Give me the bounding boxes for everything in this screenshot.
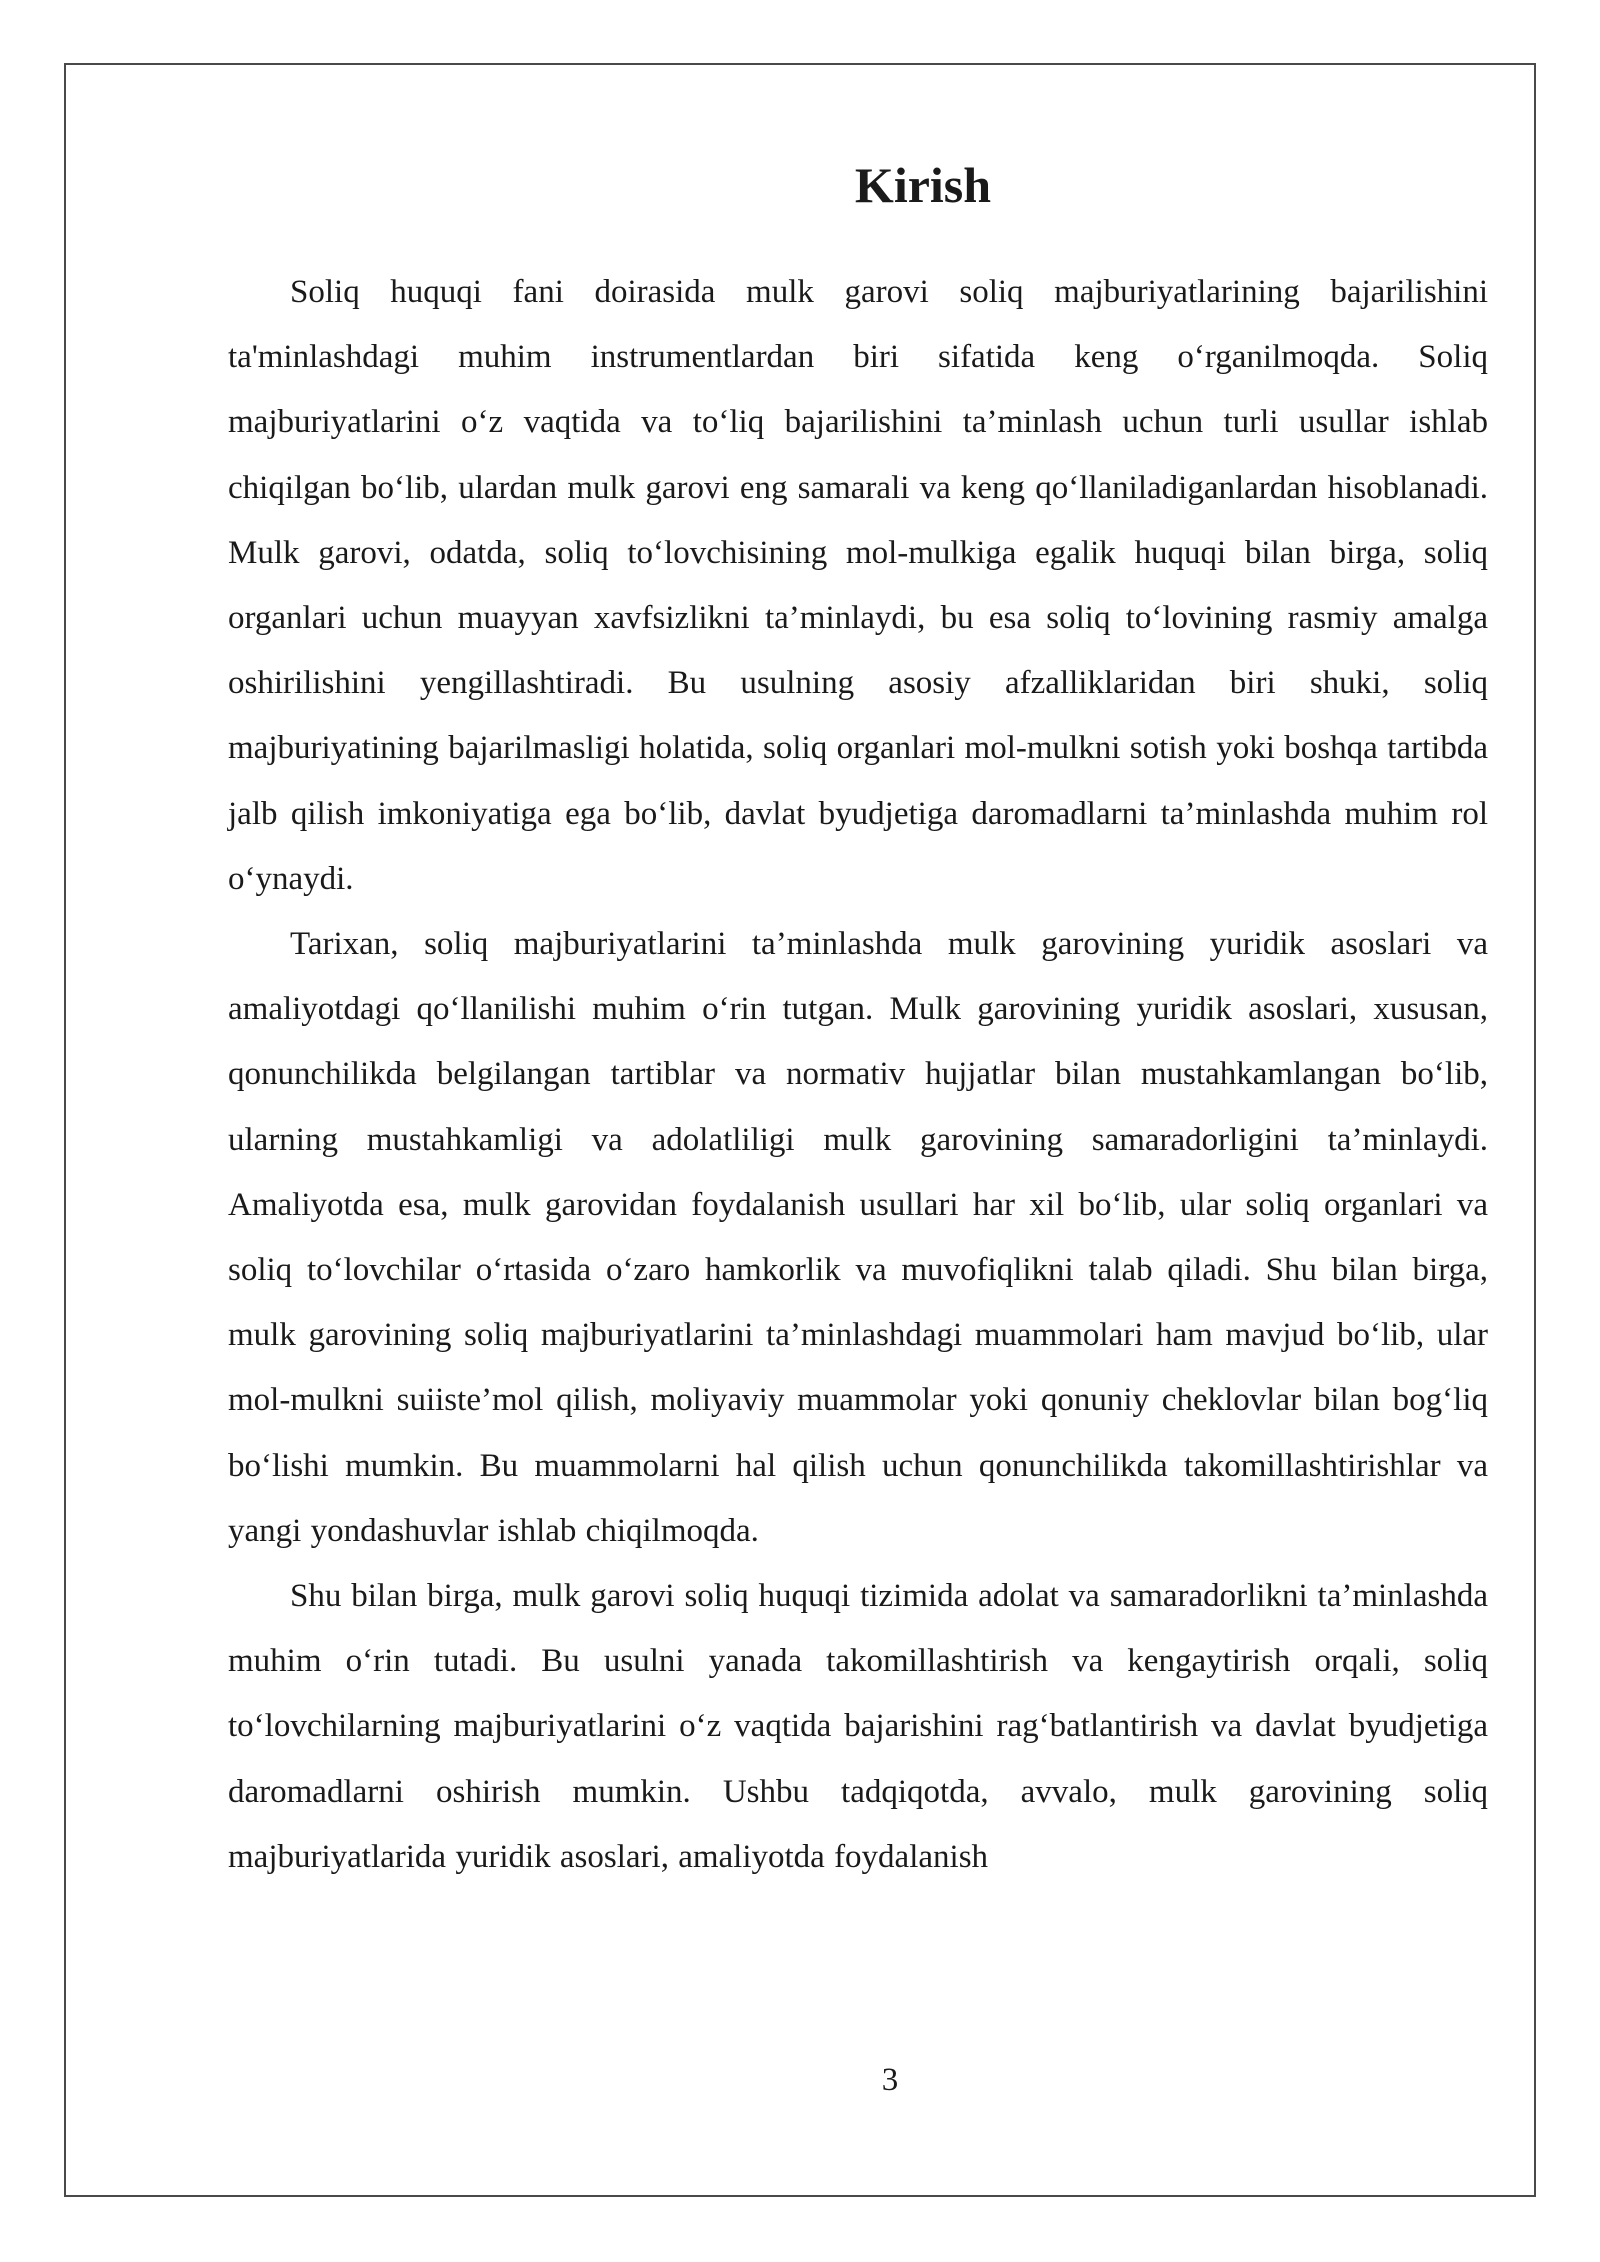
- paragraph-1: Soliq huquqi fani doirasida mulk garovi soliq majburiyatlarining bajarilishini ta'minlashdagi muhim instrumentlardan biri sifatida keng o‘rganilmoqda. Soliq majburiyatlarini o‘z vaqtida va to‘liq bajarilishini ta’minlash uchun turli usullar ishlab chiqilgan bo‘lib, ulardan mulk garovi eng samarali va keng qo‘llaniladiganlardan hisoblanadi. Mulk garovi, odatda, soliq to‘lovchisining mol-mulkiga egalik huquqi bilan birga, soliq organlari uchun muayyan xavfsizlikni ta’minlaydi, bu esa soliq to‘lovining rasmiy amalga oshirilishini yengillashtiradi. Bu usulning asosiy afzalliklaridan biri shuki, soliq majburiyatining bajarilmasligi holatida, soliq organlari mol-mulkni sotish yoki boshqa tartibda jalb qilish imkoniyatiga ega bo‘lib, davlat byudjetiga daromadlarni ta’minlashda muhim rol o‘ynaydi.: [228, 274, 1488, 897]
- page-title: Kirish: [854, 157, 992, 213]
- paragraph-2: Tarixan, soliq majburiyatlarini ta’minlashda mulk garovining yuridik asoslari va amaliyotdagi qo‘llanilishi muhim o‘rin tutgan. Mulk garovining yuridik asoslari, xususan, qonunchilikda belgilangan tartiblar va normativ hujjatlar bilan mustahkamlangan bo‘lib, ularning mustahkamligi va adolatliligi mulk garovining samaradorligini ta’minlaydi. Amaliyotda esa, mulk garovidan foydalanish usullari har xil bo‘lib, ular soliq organlari va soliq to‘lovchilar o‘rtasida o‘zaro hamkorlik va muvofiqlikni talab qiladi. Shu bilan birga, mulk garovining soliq majburiyatlarini ta’minlashdagi muammolari ham mavjud bo‘lib, ular mol-mulkni suiiste’mol qilish, moliyaviy muammolar yoki qonuniy cheklovlar bilan bog‘liq bo‘lishi mumkin. Bu muammolarni hal qilish uchun qonunchilikda takomillashtirishlar va yangi yondashuvlar ishlab chiqilmoqda.: [228, 926, 1488, 1549]
- body-text: [228, 260, 1488, 1890]
- paragraph-3: Shu bilan birga, mulk garovi soliq huquqi tizimida adolat va samaradorlikni ta’minlashda muhim o‘rin tutadi. Bu usulni yanada takomillashtirish va kengaytirish orqali, soliq to‘lovchilarning majburiyatlarini o‘z vaqtida bajarishini rag‘batlantirish va davlat byudjetiga daromadlarni oshirish mumkin. Ushbu tadqiqotda, avvalo, mulk garovining soliq majburiyatlarida yuridik asoslari, amaliyotda foydalanish: [228, 1578, 1488, 1875]
- page-number: 3: [881, 2062, 899, 2098]
- document-content: [228, 140, 1488, 1890]
